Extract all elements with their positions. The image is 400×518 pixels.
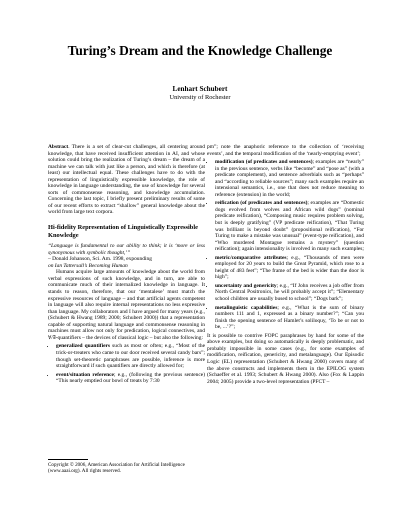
list-term: reification (of predicates and sentences) [215,200,308,207]
list-text: ; examples are “nearly” in the previous sentence, verbs like “become” and “pose as” (with a predicate complement), and sentence adverbials such as “perhaps” and “according to reliable sources”; many such examples require an intensional semantics, i.e., one that does not reduce meaning to reference (extension) in the world; [215,159,364,198]
footnote-rule [48,459,88,460]
list-text: such as most or often; e.g., “Most of the trick-or-treaters who came to our door received several candy bars”; though set-theoretic paraphrases are possible, inference is more straightforward if such quantifiers are directly allowed for; [56,343,205,370]
list-item [215,200,364,252]
abstract [48,144,205,216]
left-feature-list [48,343,205,384]
list-term: generalized quantifiers [56,343,111,350]
list-term: metric/comparative attributes [215,254,287,261]
epigraph-quote: “Language is fundamental to our ability to think; it is ‘more or less synonymous with symbolic thought,’” [48,243,205,256]
list-item [56,343,205,369]
list-text: ; e.g., “What is the sum of binary numbers 111 and 1, expressed as a binary number?”; “Can you finish the opening sentence of Hamlet’s soliloquy, ‘To be or not to be, ...’?”; [215,304,365,331]
list-text: ; examples are “Domestic dogs evolved from wolves and African wild dogs” (nominal predicate reification), “Composing music requires problem solving, but is deeply gratifying” (VP predicate reification), “That Turing was brilliant is beyond doubt” (propositional reification), “For Turing to make a mistake was unusual” (event-type reification), and “Who murdered Montague remains a mystery” (question reification); again intensionality is involved in many such examples; [215,200,365,253]
abstract-text: . There is a set of clear-cut challenges, all centering around knowledge, that have received insufficient attention in AI, and whose solution could bring the realization of Turing’s dream – the dream of a machine we can talk with just like a person, and which is therefore (at least) our intellectual equal. These challenges have to do with the representation of linguistically expressible knowledge, the role of knowledge in language understanding, the use of knowledge for several sorts of commonsense reasoning, and knowledge accumulation. Concerning the last topic, I briefly present preliminary results of some of our recent efforts to extract “shallow” general knowledge about the world from large text corpora. [48,144,205,216]
author-affiliation: University of Rochester [169,94,231,101]
list-term: modification (of predicates and sentences) [215,159,313,166]
list-term: uncertainty and genericity [215,282,277,289]
right-feature-list [207,159,364,331]
list-text: ; e.g., “If John receives a job offer from North Central Positronics, he will probably accept it”; “Elementary school children are usually bused to school”; “Dogs bark”; [215,282,364,303]
continuation-text: pm”; note the anaphoric reference to the collection of ‘receiving events’, and the temporal modification of the ‘nearly-emptying event’; [207,144,364,157]
list-item [215,255,364,281]
list-term: event/situation reference [56,371,114,378]
list-text: ; e.g., (following the previous sentence) “This nearly emptied our bowl of treats by 7:30 [56,371,206,385]
list-item [215,283,364,303]
right-column [207,144,364,385]
paper-title: Turing’s Dream and the Knowledge Challenge [67,43,333,58]
left-column [48,144,205,387]
right-paragraph: It is possible to contrive FOPC paraphrases by hand for some of the above examples, but doing so automatically is deeply problematic, and probably impossible in some cases (e.g., for some examples of modification, reification, genericity, and metalanguage). Our Episodic Logic (EL) representation (Schubert & Hwang 2000) covers many of the above constructs and implements them in the EPILOG system (Schaeffer et al. 1993; Schubert & Hwang 2000). Also (Fox & Lappin 2004; 2005) provide a two-level representation (PFCT – [207,332,364,385]
list-item [56,372,205,385]
list-text: ; e.g., “Thousands of men were employed for 20 years to build the Great Pyramid, which rose to a height of 483 feet”; “The frame of the bed is wider than the door is high”; [215,254,364,281]
list-item [215,159,364,198]
copyright-notice: Copyright © 2006, American Association for Artificial Intelligence (www.aaai.org). All rights reserved. [48,462,185,475]
list-item [215,305,364,331]
section-heading: Hi-fidelity Representation of Linguistically Expressible Knowledge [48,224,198,239]
epigraph-source: – Donald Johanson, Sci. Am. 1998, expounding [48,256,152,263]
epigraph-book: on Ian Tattersall’s Becoming Human [48,262,128,269]
abstract-label: Abstract [48,144,69,150]
author-name: Lenhart Schubert [172,85,228,93]
list-term: metalinguistic capabilities [215,304,278,311]
section-paragraph: Humans acquire large amounts of knowledge about the world from verbal expressions of such knowledge, and in turn, are able to communicate much of their internalized knowledge in language. It stands to reason, therefore, that our ‘mentalese’ must match the expressive resources of language – and that artificial agents competent in language will also require internal representations no less expressive than language. My collaborators and I have argued for many years (e.g., (Schubert & Hwang 1989; 2000; Schubert 2000)) that a representation capable of supporting natural language and commonsense reasoning in machines must allow not only for predication, logical connectives, and ∀/∃-quantifiers – the devices of classical logic – but also the following: [48,269,205,341]
